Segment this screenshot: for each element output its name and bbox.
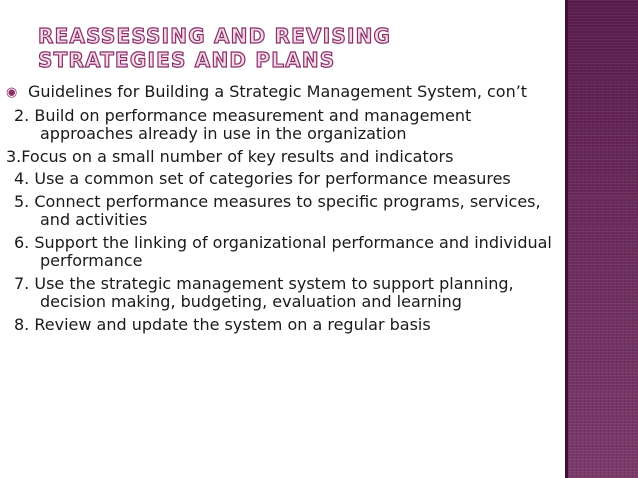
list-item-text: 5. Connect performance measures to specific programs, services, and activities [14, 191, 541, 229]
list-item-text: 4. Use a common set of categories for performance measures [14, 169, 511, 188]
list-item-text: 7. Use the strategic management system to support planning, decision making, budgeting, evaluation and learning [14, 273, 514, 311]
list-item [6, 148, 562, 167]
list-item [0, 193, 562, 230]
list-item-text: 2. Build on performance measurement and management approaches already in use in the organization [14, 105, 472, 143]
list-item [0, 107, 562, 144]
list-item-text: 3.Focus on a small number of key results and indicators [6, 146, 454, 166]
list-item-text: 8. Review and update the system on a regular basis [14, 314, 431, 334]
list-item [0, 275, 562, 312]
decorative-side-band [568, 0, 638, 478]
bullet-item-text: Guidelines for Building a Strategic Management System, con’t [28, 82, 528, 101]
slide-body [6, 83, 562, 338]
list-item [0, 170, 562, 189]
list-item [0, 316, 562, 335]
list-item [0, 234, 562, 271]
target-bullet-icon: ◉ [6, 85, 18, 100]
list-item-text: 6. Support the linking of organizational performance and individual performance [14, 232, 552, 270]
bullet-item [6, 83, 562, 103]
slide-title: REASSESSING AND REVISING STRATEGIES AND PLANS [38, 24, 392, 72]
